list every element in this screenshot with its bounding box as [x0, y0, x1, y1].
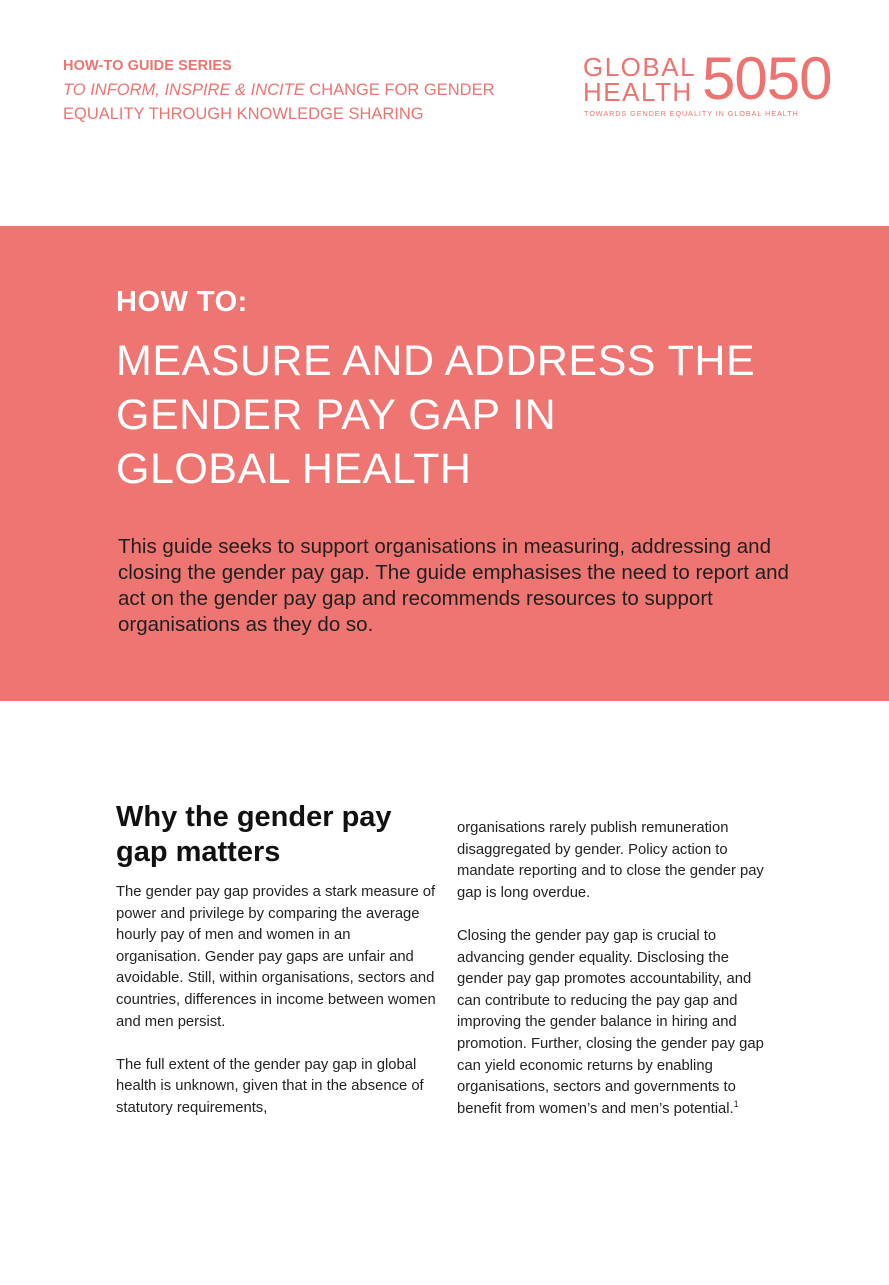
how-to-label: HOW TO:: [116, 286, 248, 318]
headline-line: GENDER PAY GAP IN: [116, 391, 557, 439]
series-tagline-line2: EQUALITY THROUGH KNOWLEDGE SHARING: [63, 105, 424, 123]
footnote-reference[interactable]: 1: [733, 1098, 739, 1109]
tagline-emphasis: TO INFORM, INSPIRE & INCITE: [63, 81, 305, 99]
logo-tagline: TOWARDS GENDER EQUALITY IN GLOBAL HEALTH: [584, 109, 799, 118]
paragraph: The gender pay gap provides a stark measure of power and privilege by comparing the average hourly pay of men and women in an organisation. Gender pay gaps are unfair and avoidable. Still, within organisations, sectors and countries, differences in income between women and men persist.: [116, 884, 436, 1030]
series-tagline: [63, 78, 533, 102]
paragraph: [457, 926, 779, 1120]
intro-text: This guide seeks to support organisations in measuring, addressing and closing the gender pay gap. The guide emphasises the need to report and act on the gender pay gap and recommends resources to support organisations as they do so.: [118, 535, 789, 636]
logo-word-global: GLOBAL: [583, 52, 697, 82]
headline-line: MEASURE AND ADDRESS THE: [116, 337, 756, 385]
left-column: [116, 882, 438, 1141]
right-column: [457, 818, 779, 1142]
logo-word-health: HEALTH: [583, 77, 693, 107]
logo-number: 5050: [702, 45, 832, 112]
paragraph: organisations rarely publish remuneration disaggregated by gender. Policy action to mandate reporting and to close the gender pay gap is long overdue.: [457, 820, 764, 901]
series-title: HOW-TO GUIDE SERIES: [63, 58, 232, 74]
tagline-rest: CHANGE FOR GENDER: [304, 81, 495, 99]
series-header: [63, 54, 533, 126]
section-heading: Why the gender pay gap matters: [116, 801, 392, 868]
paragraph-text: Closing the gender pay gap is crucial to advancing gender equality. Disclosing the gender pay gap promotes accountability, and can contribute to reducing the pay gap and improving the gender balance in hiring and promotion. Further, closing the gender pay gap can yield economic returns by enabling organisations, sectors and governments to benefit from women’s and men’s potential.: [457, 927, 764, 1117]
headline-line: GLOBAL HEALTH: [116, 445, 472, 493]
title-banner: [0, 226, 889, 701]
paragraph: The full extent of the gender pay gap in global health is unknown, given that in the absence of statutory requirements,: [116, 1056, 424, 1116]
global-health-5050-logo: [583, 45, 833, 123]
page-title: [116, 334, 796, 496]
